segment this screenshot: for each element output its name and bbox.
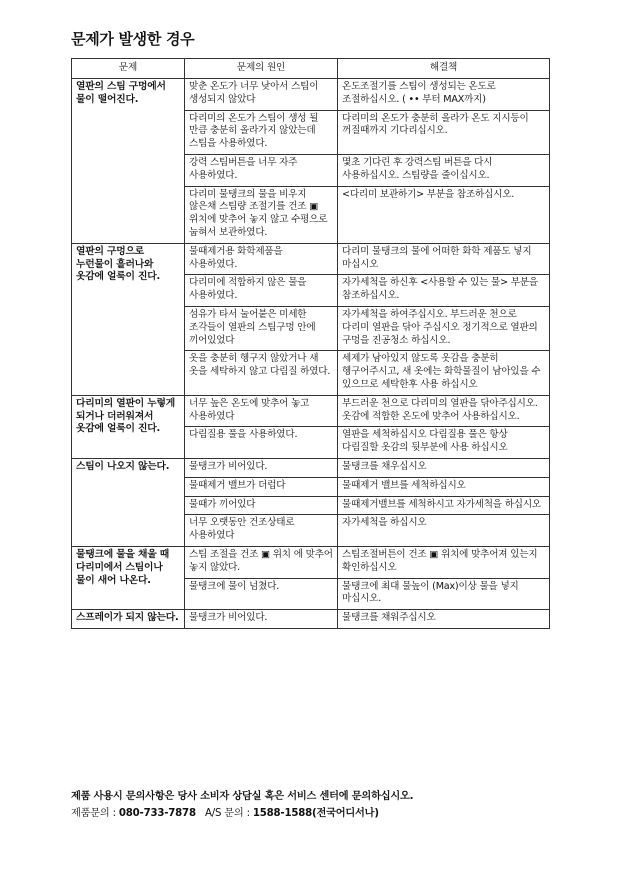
- contact-label: 제품문의 :: [71, 808, 116, 819]
- solution-cell: 부드러운 천으로 다리미의 열판을 닦아주십시오. 옷감에 적합한 온도에 맞추어 사용하십시오.: [338, 395, 550, 427]
- solution-cell: 물때제거밸브를 세척하시고 자가세척을 하십시오: [338, 496, 550, 515]
- cause-cell: 다리미 물탱크의 물을 비우지 않은채 스팀량 조절기를 건조 ▣ 위치에 맞추어 놓지 않고 수평으로 눕혀서 보관하였다.: [185, 186, 338, 243]
- table-row: [72, 546, 550, 578]
- solution-cell: 물때제거 밸브를 세척하십시오: [338, 477, 550, 496]
- solution-cell: 몇초 기다린 후 강력스팀 버튼을 다시 사용하십시오. 스팀량을 줄이십시오.: [338, 154, 550, 186]
- table-row: [72, 243, 550, 275]
- problem-cell: 스프레이가 되지 않는다.: [72, 610, 185, 629]
- footer: [71, 788, 413, 822]
- header-problem: 문제: [72, 59, 185, 79]
- cause-cell: 강력 스팀버튼을 너무 자주 사용하였다.: [185, 154, 338, 186]
- table-header-row: [72, 59, 550, 79]
- cause-cell: 물탱크가 비어있다.: [185, 458, 338, 477]
- page-title: 문제가 발생한 경우: [71, 30, 195, 48]
- table-row: [72, 458, 550, 477]
- footer-notice: 제품 사용시 문의사항은 당사 소비자 상담실 혹은 서비스 센터에 문의하십시오.: [71, 791, 414, 802]
- cause-cell: 물탱크에 물이 넘쳤다.: [185, 578, 338, 610]
- solution-cell: 세제가 남아있지 않도록 옷감을 충분히 헹구어주시고, 새 옷에는 화학물질이 남아있을 수 있으므로 세탁한후 사용 하십시오: [338, 351, 550, 395]
- cause-cell: 물때제거용 화학제품을 사용하였다.: [185, 243, 338, 275]
- solution-cell: 다리미 물탱크의 물에 어떠한 화학 제품도 넣지 마십시오: [338, 243, 550, 275]
- cause-cell: 다리미에 적합하지 않은 물을 사용하였다.: [185, 275, 338, 307]
- solution-cell: 물탱크를 채우십시오: [338, 458, 550, 477]
- cause-cell: 물때제거 밸브가 더럽다: [185, 477, 338, 496]
- header-solution: 해결책: [338, 59, 550, 79]
- as-phone: 1588-1588(전국어디서나): [252, 808, 379, 819]
- cause-cell: 물탱크가 비어있다.: [185, 610, 338, 629]
- cause-cell: 너무 오랫동안 건조상태로 사용하였다: [185, 515, 338, 547]
- as-label: A/S 문의 :: [204, 808, 250, 819]
- solution-cell: 물탱크를 채워주십시오: [338, 610, 550, 629]
- table-row: [72, 610, 550, 629]
- cause-cell: 다림질용 풀을 사용하였다.: [185, 427, 338, 459]
- solution-cell: 스팀조절버튼이 건조 ▣ 위치에 맞추어져 있는지 확인하십시오: [338, 546, 550, 578]
- cause-cell: 물때가 끼어있다: [185, 496, 338, 515]
- problem-cell: 열판의 스팀 구멍에서 물이 떨어진다.: [72, 79, 185, 244]
- solution-cell: <다리미 보관하기> 부분을 참조하십시오.: [338, 186, 550, 243]
- table-row: [72, 79, 550, 111]
- cause-cell: 너무 높은 온도에 맞추어 놓고 사용하였다: [185, 395, 338, 427]
- header-cause: 문제의 원인: [185, 59, 338, 79]
- contact-phone: 080-733-7878: [118, 808, 196, 819]
- problem-cell: 물탱크에 물을 채울 때 다리미에서 스팀이나 물이 새어 나온다.: [72, 546, 185, 609]
- solution-cell: 자가세척을 하신후 <사용할 수 있는 물> 부분을 참조하십시오.: [338, 275, 550, 307]
- problem-cell: 다리미의 열판이 누렇게 되거나 더러워져서 옷감에 얼룩이 진다.: [72, 395, 185, 458]
- problem-cell: 스팀이 나오지 않는다.: [72, 458, 185, 546]
- cause-cell: 맞춘 온도가 너무 낮아서 스팀이 생성되지 않았다: [185, 79, 338, 111]
- table-row: [72, 395, 550, 427]
- solution-cell: 자가세척을 하십시오: [338, 515, 550, 547]
- solution-cell: 물탱크에 최대 물높이 (Max)이상 물을 넣지 마십시오.: [338, 578, 550, 610]
- cause-cell: 다리미의 온도가 스팀이 생성 될 만큼 충분히 올라가지 않았는데 스팀을 사용하였다.: [185, 110, 338, 154]
- solution-cell: 열판을 세척하십시오 다림질용 풀은 항상 다림질할 옷감의 뒷부분에 사용 하십시오: [338, 427, 550, 459]
- solution-cell: 다리미의 온도가 충분히 올라가 온도 지시등이 꺼질때까지 기다리십시오.: [338, 110, 550, 154]
- troubleshooting-table: [71, 58, 550, 629]
- problem-cell: 열판의 구멍으로 누런물이 흘러나와 옷감에 얼룩이 진다.: [72, 243, 185, 395]
- solution-cell: 자가세척을 하여주십시오. 부드러운 천으로 다리미 열판을 닦아 주십시오 정기적으로 열판의 구멍을 진공청소 하십시오.: [338, 306, 550, 350]
- solution-cell: 온도조절기를 스팀이 생성되는 온도로 조절하십시오. ( •• 부터 MAX까지): [338, 79, 550, 111]
- cause-cell: 스팀 조절을 건조 ▣ 위치 에 맞추어 놓지 않았다.: [185, 546, 338, 578]
- footer-contact: [71, 805, 413, 822]
- cause-cell: 섬유가 타서 눌어붙은 미세한 조각들이 열판의 스팀구멍 안에 끼어있었다: [185, 306, 338, 350]
- cause-cell: 옷을 충분히 헹구지 않았거나 새 옷을 세탁하지 않고 다림질 하였다.: [185, 351, 338, 395]
